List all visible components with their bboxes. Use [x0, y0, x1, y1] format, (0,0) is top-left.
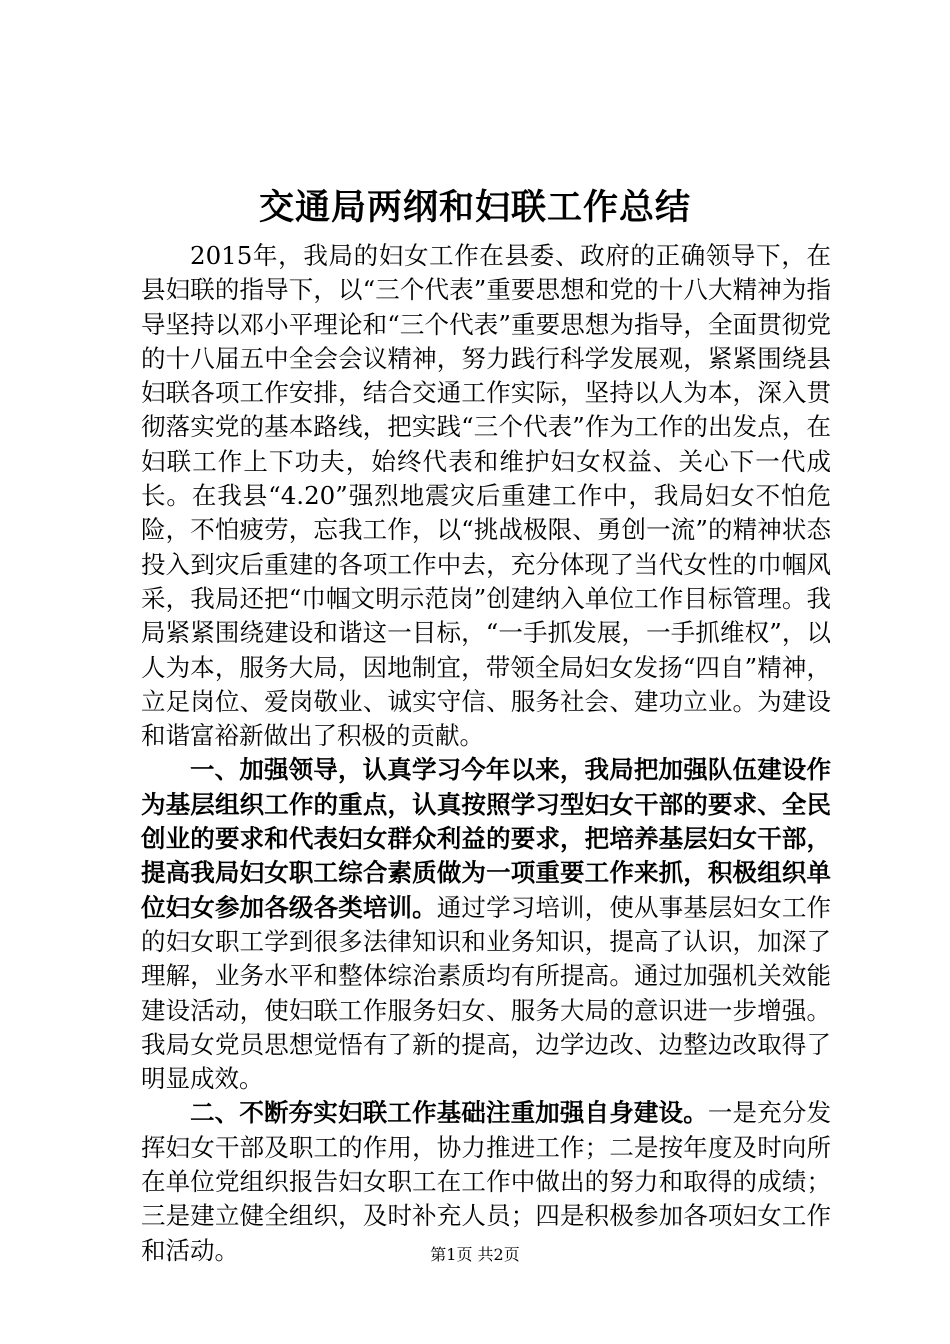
document-title: 交通局两纲和妇联工作总结 [258, 187, 691, 228]
section-2-text: 一是充分发挥妇女干部及职工的作用，协力推进工作；二是按年度及时向所在单位党组织报告妇女职工在工作中做出的努力和取得的成绩；三是建立健全组织，及时补充人员；四是积极参加各项妇女工作和活动。 [141, 1098, 831, 1265]
section-2-heading: 二、不断夯实妇联工作基础注重加强自身建设。 [190, 1098, 708, 1128]
page-footer: 第1页 共2页 [430, 1245, 520, 1264]
section-1-paragraph [141, 753, 831, 1096]
intro-paragraph: 2015年，我局的妇女工作在县委、政府的正确领导下，在县妇联的指导下，以“三个代表”重要思想和党的十八大精神为指导坚持以邓小平理论和“三个代表”重要思想为指导，全面贯彻党的十八届五中全会会议精神，努力践行科学发展观，紧紧围绕县妇联各项工作安排，结合交通工作实际，坚持以人为本，深入贯彻落实党的基本路线，把实践“三个代表”作为工作的出发点，在妇联工作上下功夫，始终代表和维护妇女权益、关心下一代成长。在我县“4.20”强烈地震灾后重建工作中，我局妇女不怕危险，不怕疲劳，忘我工作，以“挑战极限、勇创一流”的精神状态投入到灾后重建的各项工作中去，充分体现了当代女性的巾帼风采，我局还把“巾帼文明示范岗”创建纳入单位工作目标管理。我局紧紧围绕建设和谐这一目标，“一手抓发展，一手抓维权”，以人为本，服务大局，因地制宜，带领全局妇女发扬“四自”精神，立足岗位、爱岗敬业、诚实守信、服务社会、建功立业。为建设和谐富裕新做出了积极的贡献。 [141, 241, 831, 751]
document-body [141, 239, 831, 1268]
section-1-heading: 一、加强领导，认真学习今年以来，我局把加强队伍建设作为基层组织工作的重点，认真按照学习型妇女干部的要求、全民创业的要求和代表妇女群众利益的要求，把培养基层妇女干部，提高我局妇女职工综合素质做为一项重要工作来抓，积极组织单位妇女参加各级各类培训。 [141, 755, 831, 922]
section-1-text: 通过学习培训，使从事基层妇女工作的妇女职工学到很多法律知识和业务知识，提高了认识，加深了理解，业务水平和整体综治素质均有所提高。通过加强机关效能建设活动，使妇联工作服务妇女、服务大局的意识进一步增强。我局女党员思想觉悟有了新的提高，边学边改、边整边改取得了明显成效。 [141, 892, 832, 1094]
section-2-paragraph [141, 1096, 831, 1267]
